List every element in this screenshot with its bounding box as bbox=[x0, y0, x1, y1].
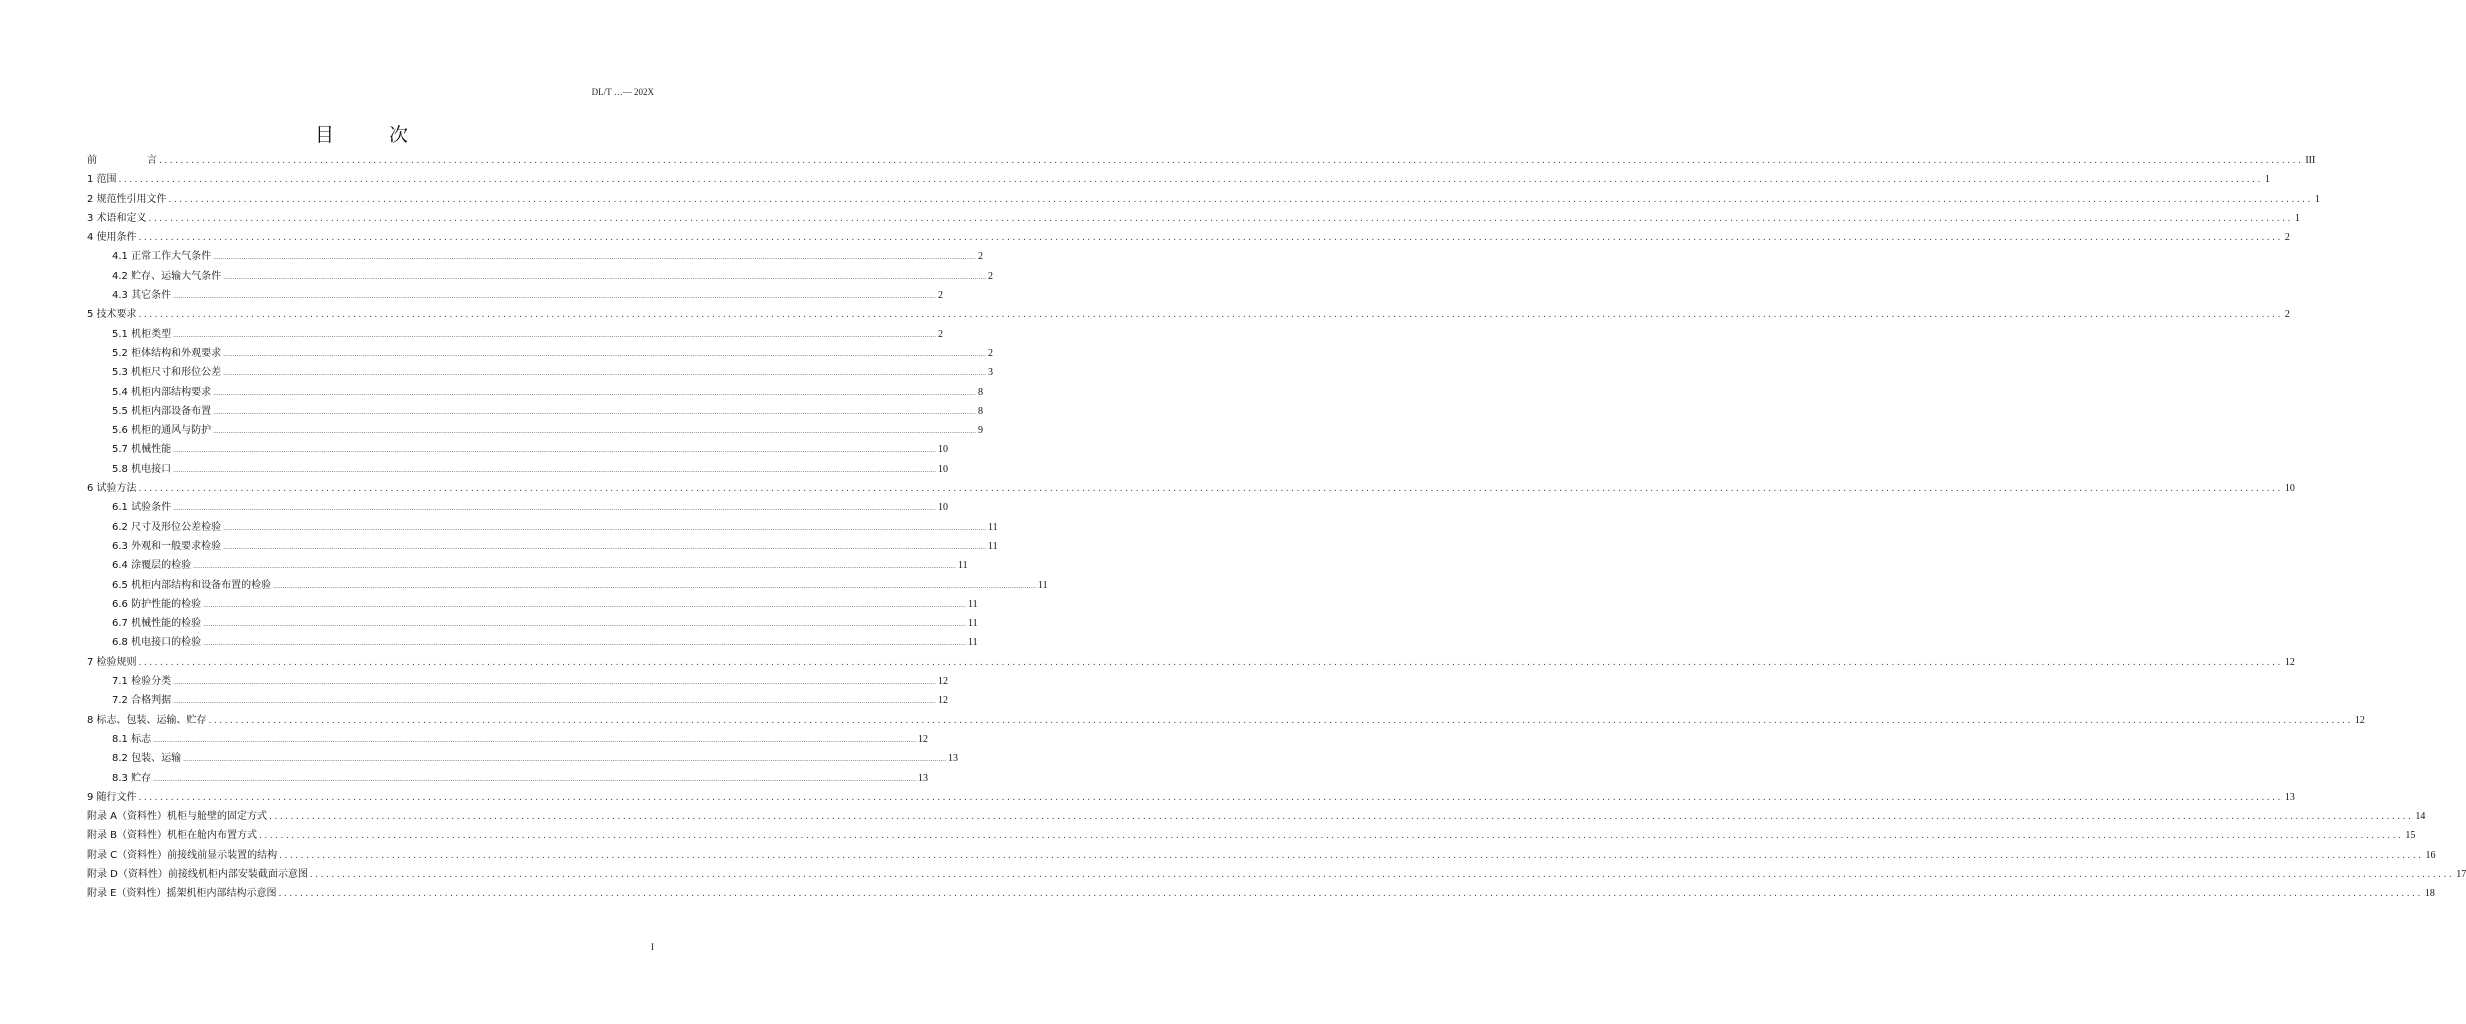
toc-leader-dots: ................................................................................................................................................................................................................................................................................................................................................................................................................ bbox=[138, 233, 2283, 244]
toc-entry-page: 13 bbox=[917, 772, 928, 784]
toc-leader-dots: ................................................................................................................................................................................................................................................................................................................................................................................................................ bbox=[223, 543, 986, 551]
toc-entry-page: 10 bbox=[2284, 483, 2295, 495]
toc-entry-label: 附录 C（资料性）前接线前显示装置的结构 bbox=[87, 849, 278, 861]
toc-entry-label: 6.4 涂覆层的检验 bbox=[112, 560, 192, 572]
toc-entry[interactable] bbox=[87, 614, 978, 633]
toc-leader-dots: ................................................................................................................................................................................................................................................................................................................................................................................................................ bbox=[223, 350, 986, 358]
toc-entry-label: 6.6 防护性能的检验 bbox=[112, 598, 202, 610]
toc-entry[interactable] bbox=[87, 402, 983, 421]
toc-entry-label: 8.3 贮存 bbox=[112, 772, 152, 784]
toc-leader-dots: ................................................................................................................................................................................................................................................................................................................................................................................................................ bbox=[173, 505, 936, 513]
toc-entry-label: 5.1 机柜类型 bbox=[112, 328, 172, 340]
toc-entry[interactable] bbox=[87, 228, 2290, 247]
toc-entry-label: 5.6 机柜的通风与防护 bbox=[112, 425, 212, 437]
toc-entry-label: 4.1 正常工作大气条件 bbox=[112, 251, 212, 263]
toc-leader-dots: ................................................................................................................................................................................................................................................................................................................................................................................................................ bbox=[279, 850, 2424, 861]
toc-leader-dots: ................................................................................................................................................................................................................................................................................................................................................................................................................ bbox=[203, 621, 966, 629]
toc-entry-label: 4 使用条件 bbox=[87, 232, 137, 244]
toc-entry-label: 5.8 机电接口 bbox=[112, 463, 172, 475]
toc-entry-page: 11 bbox=[957, 560, 968, 572]
toc-entry[interactable] bbox=[87, 286, 943, 305]
toc-entry-label: 4.2 贮存、运输大气条件 bbox=[112, 270, 222, 282]
toc-entry[interactable] bbox=[87, 749, 958, 768]
toc-entry[interactable] bbox=[87, 884, 2435, 903]
toc-entry-page: 15 bbox=[2405, 830, 2416, 842]
toc-leader-dots: ................................................................................................................................................................................................................................................................................................................................................................................................................ bbox=[269, 812, 2414, 823]
toc-entry[interactable] bbox=[87, 633, 978, 652]
toc-leader-dots: ................................................................................................................................................................................................................................................................................................................................................................................................................ bbox=[183, 756, 946, 764]
toc-entry[interactable] bbox=[87, 537, 998, 556]
toc-leader-dots: ................................................................................................................................................................................................................................................................................................................................................................................................................ bbox=[309, 869, 2455, 880]
toc-entry[interactable] bbox=[87, 247, 983, 266]
toc-entry[interactable] bbox=[87, 672, 948, 691]
toc-entry[interactable] bbox=[87, 151, 2316, 170]
toc-entry[interactable] bbox=[87, 865, 2466, 884]
toc-entry-page: 1 bbox=[2264, 174, 2270, 186]
toc-entry-label: 前 言 bbox=[87, 155, 157, 166]
toc-entry-page: 2 bbox=[977, 251, 983, 263]
toc-entry-page: 12 bbox=[2284, 656, 2295, 668]
toc-entry-label: 7.1 检验分类 bbox=[112, 676, 172, 688]
toc-entry[interactable] bbox=[87, 653, 2295, 672]
toc-entry[interactable] bbox=[87, 344, 993, 363]
toc-leader-dots: ................................................................................................................................................................................................................................................................................................................................................................................................................ bbox=[213, 428, 976, 436]
toc-entry[interactable] bbox=[87, 576, 1048, 595]
toc-entry-page: 10 bbox=[937, 502, 948, 514]
toc-entry-page: 11 bbox=[967, 598, 978, 610]
toc-leader-dots: ................................................................................................................................................................................................................................................................................................................................................................................................................ bbox=[213, 389, 976, 397]
toc-entry-page: 11 bbox=[967, 618, 978, 630]
toc-entry-page: 1 bbox=[2294, 212, 2300, 224]
toc-leader-dots: ................................................................................................................................................................................................................................................................................................................................................................................................................ bbox=[153, 736, 916, 744]
toc-entry-page: 12 bbox=[2354, 714, 2365, 726]
toc-entry-page: 12 bbox=[937, 695, 948, 707]
toc-leader-dots: ................................................................................................................................................................................................................................................................................................................................................................................................................ bbox=[223, 273, 986, 281]
toc-leader-dots: ................................................................................................................................................................................................................................................................................................................................................................................................................ bbox=[213, 408, 976, 416]
toc-entry[interactable] bbox=[87, 595, 978, 614]
toc-entry-page: 17 bbox=[2456, 868, 2466, 880]
toc-entry[interactable] bbox=[87, 788, 2295, 807]
toc-leader-dots: ................................................................................................................................................................................................................................................................................................................................................................................................................ bbox=[173, 293, 936, 301]
page-number: I bbox=[651, 942, 654, 952]
toc-leader-dots: ................................................................................................................................................................................................................................................................................................................................................................................................................ bbox=[203, 640, 966, 648]
toc-entry-label: 5 技术要求 bbox=[87, 309, 137, 321]
toc-entry-label: 5.4 机柜内部结构要求 bbox=[112, 386, 212, 398]
toc-entry[interactable] bbox=[87, 691, 948, 710]
toc-entry-page: 16 bbox=[2425, 849, 2436, 861]
toc-entry-label: 6.1 试验条件 bbox=[112, 502, 172, 514]
toc-entry[interactable] bbox=[87, 518, 998, 537]
toc-entry[interactable] bbox=[87, 498, 948, 517]
toc-entry-page: 2 bbox=[987, 347, 993, 359]
toc-leader-dots: ................................................................................................................................................................................................................................................................................................................................................................................................................ bbox=[148, 213, 2293, 224]
toc-entry-label: 9 随行文件 bbox=[87, 791, 137, 803]
toc-leader-dots: ................................................................................................................................................................................................................................................................................................................................................................................................................ bbox=[193, 563, 956, 571]
toc-entry-label: 6.3 外观和一般要求检验 bbox=[112, 540, 222, 552]
toc-entry-label: 5.2 柜体结构和外观要求 bbox=[112, 347, 222, 359]
toc-entry[interactable] bbox=[87, 711, 2365, 730]
toc-entry-page: 11 bbox=[967, 637, 978, 649]
toc-entry-page: 8 bbox=[977, 386, 983, 398]
toc-entry-label: 2 规范性引用文件 bbox=[87, 193, 167, 205]
toc-leader-dots: ................................................................................................................................................................................................................................................................................................................................................................................................................ bbox=[138, 792, 2283, 803]
toc-leader-dots: ................................................................................................................................................................................................................................................................................................................................................................................................................ bbox=[173, 698, 936, 706]
toc-entry-label: 5.7 机械性能 bbox=[112, 444, 172, 456]
toc-entry-label: 7 检验规则 bbox=[87, 656, 137, 668]
toc-entry-page: 13 bbox=[2284, 791, 2295, 803]
toc-leader-dots: ................................................................................................................................................................................................................................................................................................................................................................................................................ bbox=[173, 331, 936, 339]
toc-entry-label: 附录 D（资料性）前接线机柜内部安装截面示意图 bbox=[87, 868, 308, 880]
toc-entry-label: 4.3 其它条件 bbox=[112, 290, 172, 302]
toc-entry-label: 5.5 机柜内部设备布置 bbox=[112, 405, 212, 417]
toc-entry[interactable] bbox=[87, 305, 2290, 324]
toc-entry-label: 附录 A（资料性）机柜与舱壁的固定方式 bbox=[87, 811, 268, 823]
table-of-contents bbox=[87, 151, 2466, 904]
toc-leader-dots: ................................................................................................................................................................................................................................................................................................................................................................................................................ bbox=[259, 831, 2404, 842]
toc-entry-label: 7.2 合格判据 bbox=[112, 695, 172, 707]
toc-entry[interactable] bbox=[87, 846, 2436, 865]
toc-leader-dots: ................................................................................................................................................................................................................................................................................................................................................................................................................ bbox=[223, 524, 986, 532]
toc-entry[interactable] bbox=[87, 383, 983, 402]
toc-leader-dots: ................................................................................................................................................................................................................................................................................................................................................................................................................ bbox=[213, 254, 976, 262]
toc-leader-dots: ................................................................................................................................................................................................................................................................................................................................................................................................................ bbox=[159, 156, 2304, 166]
toc-entry-label: 6.5 机柜内部结构和设备布置的检验 bbox=[112, 579, 272, 591]
toc-leader-dots: ................................................................................................................................................................................................................................................................................................................................................................................................................ bbox=[203, 601, 966, 609]
toc-entry-page: 13 bbox=[947, 753, 958, 765]
toc-entry[interactable] bbox=[87, 267, 993, 286]
toc-leader-dots: ................................................................................................................................................................................................................................................................................................................................................................................................................ bbox=[138, 657, 2283, 668]
toc-entry-page: 2 bbox=[2284, 232, 2290, 244]
toc-leader-dots: ................................................................................................................................................................................................................................................................................................................................................................................................................ bbox=[138, 484, 2283, 495]
toc-leader-dots: ................................................................................................................................................................................................................................................................................................................................................................................................................ bbox=[223, 370, 986, 378]
toc-entry[interactable] bbox=[87, 363, 993, 382]
toc-entry-page: 18 bbox=[2424, 888, 2435, 900]
toc-entry-label: 8 标志、包装、运输、贮存 bbox=[87, 714, 207, 726]
toc-entry-page: 14 bbox=[2415, 811, 2426, 823]
toc-entry-page: 12 bbox=[937, 676, 948, 688]
toc-entry-label: 6.8 机电接口的检验 bbox=[112, 637, 202, 649]
toc-entry-page: 2 bbox=[937, 290, 943, 302]
toc-entry[interactable] bbox=[87, 460, 948, 479]
toc-entry[interactable] bbox=[87, 421, 983, 440]
toc-entry-page: 8 bbox=[977, 405, 983, 417]
toc-entry[interactable] bbox=[87, 440, 948, 459]
toc-entry[interactable] bbox=[87, 730, 928, 749]
toc-entry[interactable] bbox=[87, 769, 928, 788]
toc-entry-page: 10 bbox=[937, 463, 948, 475]
toc-leader-dots: ................................................................................................................................................................................................................................................................................................................................................................................................................ bbox=[173, 466, 936, 474]
toc-entry-page: 2 bbox=[987, 270, 993, 282]
toc-entry[interactable] bbox=[87, 209, 2300, 228]
toc-entry-label: 8.1 标志 bbox=[112, 733, 152, 745]
toc-leader-dots: ................................................................................................................................................................................................................................................................................................................................................................................................................ bbox=[138, 310, 2283, 321]
toc-entry[interactable] bbox=[87, 190, 2320, 209]
toc-leader-dots: ................................................................................................................................................................................................................................................................................................................................................................................................................ bbox=[278, 889, 2423, 900]
toc-entry-page: 9 bbox=[977, 425, 983, 437]
toc-entry-label: 8.2 包装、运输 bbox=[112, 753, 182, 765]
toc-entry[interactable] bbox=[87, 325, 943, 344]
toc-entry[interactable] bbox=[87, 826, 2416, 845]
toc-entry-page: 3 bbox=[987, 367, 993, 379]
toc-entry-page: 2 bbox=[937, 328, 943, 340]
page-title bbox=[0, 120, 724, 147]
toc-leader-dots: ................................................................................................................................................................................................................................................................................................................................................................................................................ bbox=[168, 194, 2313, 205]
toc-entry-page: 1 bbox=[2314, 193, 2320, 205]
toc-leader-dots: ................................................................................................................................................................................................................................................................................................................................................................................................................ bbox=[118, 175, 2263, 186]
toc-entry[interactable] bbox=[87, 170, 2270, 189]
title-char-1: 目 bbox=[314, 124, 335, 146]
toc-entry-label: 1 范围 bbox=[87, 174, 117, 186]
toc-entry[interactable] bbox=[87, 807, 2426, 826]
toc-entry-page: 11 bbox=[987, 540, 998, 552]
toc-entry-label: 附录 E（资料性）摇架机柜内部结构示意图 bbox=[87, 888, 277, 900]
toc-entry-page: 2 bbox=[2284, 309, 2290, 321]
toc-entry-page: 12 bbox=[917, 733, 928, 745]
toc-leader-dots: ................................................................................................................................................................................................................................................................................................................................................................................................................ bbox=[208, 715, 2353, 726]
toc-entry-label: 3 术语和定义 bbox=[87, 212, 147, 224]
toc-entry-label: 6.2 尺寸及形位公差检验 bbox=[112, 521, 222, 533]
toc-leader-dots: ................................................................................................................................................................................................................................................................................................................................................................................................................ bbox=[173, 679, 936, 687]
toc-entry-label: 6 试验方法 bbox=[87, 483, 137, 495]
toc-entry-label: 5.3 机柜尺寸和形位公差 bbox=[112, 367, 222, 379]
toc-entry[interactable] bbox=[87, 479, 2295, 498]
toc-entry-label: 6.7 机械性能的检验 bbox=[112, 618, 202, 630]
toc-entry-page: III bbox=[2305, 155, 2316, 166]
toc-entry-label: 附录 B（资料性）机柜在舱内布置方式 bbox=[87, 830, 258, 842]
toc-leader-dots: ................................................................................................................................................................................................................................................................................................................................................................................................................ bbox=[273, 582, 1036, 590]
toc-entry-page: 11 bbox=[987, 521, 998, 533]
title-char-2: 次 bbox=[389, 124, 410, 146]
toc-leader-dots: ................................................................................................................................................................................................................................................................................................................................................................................................................ bbox=[173, 447, 936, 455]
toc-entry-page: 10 bbox=[937, 444, 948, 456]
toc-entry-page: 11 bbox=[1037, 579, 1048, 591]
toc-leader-dots: ................................................................................................................................................................................................................................................................................................................................................................................................................ bbox=[153, 775, 916, 783]
document-code-header: DL/T …— 202X bbox=[591, 87, 654, 97]
toc-entry[interactable] bbox=[87, 556, 968, 575]
